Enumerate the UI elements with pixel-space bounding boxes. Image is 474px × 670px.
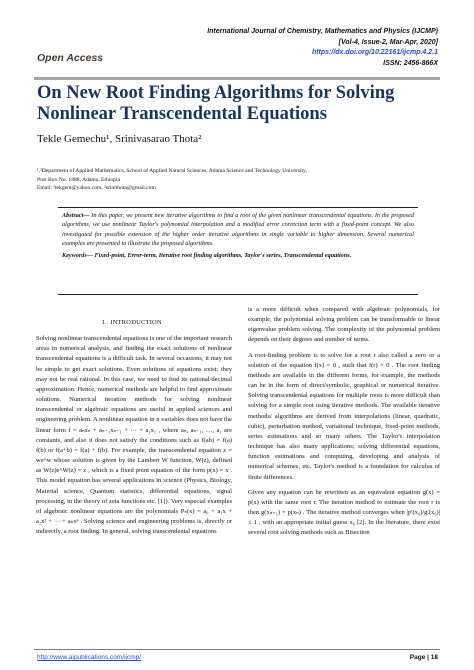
footer-link[interactable]: http://www.aipublications.com/ijcmp/	[37, 654, 142, 661]
affiliation-line: Post Box No. 1888, Adama, Ethiopia	[37, 176, 120, 183]
journal-name: International Journal of Chemistry, Mathematics and Physics (IJCMP)	[207, 28, 438, 35]
paragraph: A root-finding problem is to solve for a root r also called a zero or a solution of the equation f(x) = 0 , such that f(r) = 0 . The root finding methods are available in the different forms, for example, the methods can be in the form of direct/symbolic, graphical or numerical iterative. Solving transcendental equations for multiple roots is more difficult than solving for a simple root using iterative methods. The available iterative methods/ algorithms are derived from interpolations (linear, quadratic, cubic), perturbation method, variational technique, fixed-point methods, series estimations and so many others. The Taylor's interpolation technique has also many applications; solving differential equations, function estimations and computing, developing and analysis of numerical schemes, etc. Taylor's method is a foundation for calculus of finite differences.	[248, 351, 440, 481]
keywords-lead: Keywords—	[62, 252, 93, 260]
column-left	[36, 318, 232, 542]
abstract-body: In this paper, we present new iterative algorithms to find a root of the given nonlinear transcendental equations. In the proposed algorithms, we use nonlinear Taylor's polynomial interpolation and a modified error correction term with a fixed-point concept. We also investigated for possible extension of the higher order iterative algorithms in single variable to higher dimension. Several numerical examples are presented to illustrate the proposed algorithms.	[62, 212, 414, 247]
affiliation-email: Email: ¹tekgem@yahoo.com, ²srinithota@gmail.com	[37, 185, 156, 192]
header-divider	[34, 77, 440, 80]
paragraph: Solving nonlinear transcendental equations is one of the important research areas in numerical analysis, and finding the exact solutions of nonlinear transcendental equations is a difficult task. In several occasions, it may not be simple to get exact solutions. Even solutions of equations exist; they may not be real rational. In this case, we need to find its rational/decimal approximation. Hence, numerical methods are helpful to find approximate solutions. Numerical iteration methods for solving nonlinear transcendental or algebraic equations are useful in applied sciences and engineering problem. A nonlinear equation in n variables does not have the linear form f = aₙxₙ + aₙ₋₁xₙ₋₁ + ··· + a₁x₁ , where aₙ, aₙ₋₁, …, a₁ are constants, and also it does not satisfy the conditions such as f(ab) = f(a) f(b) or f(a+b) = f(a) + f(b). For example, the transcendental equation z = we^w whose solution is given by the Lambert W function, W(z), defined as W(z)e^W(z) = z , which is a fixed point equation of the form p(x) = x . This model equation has several applications in science (Physics, Biology, Material science, Quantum statistics, differential equations, signal processing, in the theory of zeta functions etc. [1]). Very especial examples of algebraic nonlinear equations are the polynomials Pₙ(x) = a₀ + a₁x + a₂x² + ··· + aₙxⁿ . Solving science and engineering problems is, directly or indirectly, a root finding. In general, solving transcendental equations	[36, 335, 232, 536]
paragraph: Given any equation can be rewritten as an equivalent equation g(x) = p(x) with the same root r. The iteration method to estimate the root r is then g(xₙ₊₁) = p(xₙ) . The iterative method converges when |p′(x₀)/g′(x₀)| ≤ 1 , with an appropriate initial guess x₀ [2]. In the literature, there exist several root solving methods such as Bisection	[248, 488, 440, 537]
keywords-body: Fixed-point, Error-term, Iterative root finding algorithms, Taylor's series, Transcendental equations.	[92, 252, 352, 260]
issn: ISSN: 2456-866X	[383, 59, 438, 67]
paper-authors: Tekle Gemechu¹, Srinivasarao Thota²	[37, 133, 202, 145]
paper-title: On New Root Finding Algorithms for Solving Nonlinear Transcendental Equations	[37, 83, 395, 124]
section-heading	[36, 318, 232, 328]
section-number: I.	[102, 319, 107, 326]
keywords	[62, 251, 414, 260]
section-title: INTRODUCTION	[110, 319, 162, 326]
abstract-lead: Abstract—	[62, 212, 90, 219]
page-number: Page | 18	[409, 654, 438, 661]
doi-link[interactable]: https://dx.doi.org/10.22161/ijcmp.4.2.1	[311, 49, 438, 56]
affiliation-line: ¹,²Department of Applied Mathematics, School of Applied Natural Sciences, Adama Science and Technology University,	[37, 168, 307, 174]
footer-divider	[34, 649, 440, 650]
journal-header	[178, 27, 438, 69]
paragraph: is a more difficult when compared with algebraic polynomials, for example, the polynomial solving problem can be transformable to linear eigenvalue problem solving. The complexity of the polynomial problem depends on their degrees and number of terms.	[248, 306, 440, 344]
affiliation	[37, 167, 447, 193]
open-access-label: Open Access	[37, 52, 104, 64]
abstract	[62, 211, 414, 260]
column-right	[248, 305, 440, 543]
journal-volume: [Vol-4, Issue-2, Mar-Apr, 2020]	[338, 38, 438, 46]
